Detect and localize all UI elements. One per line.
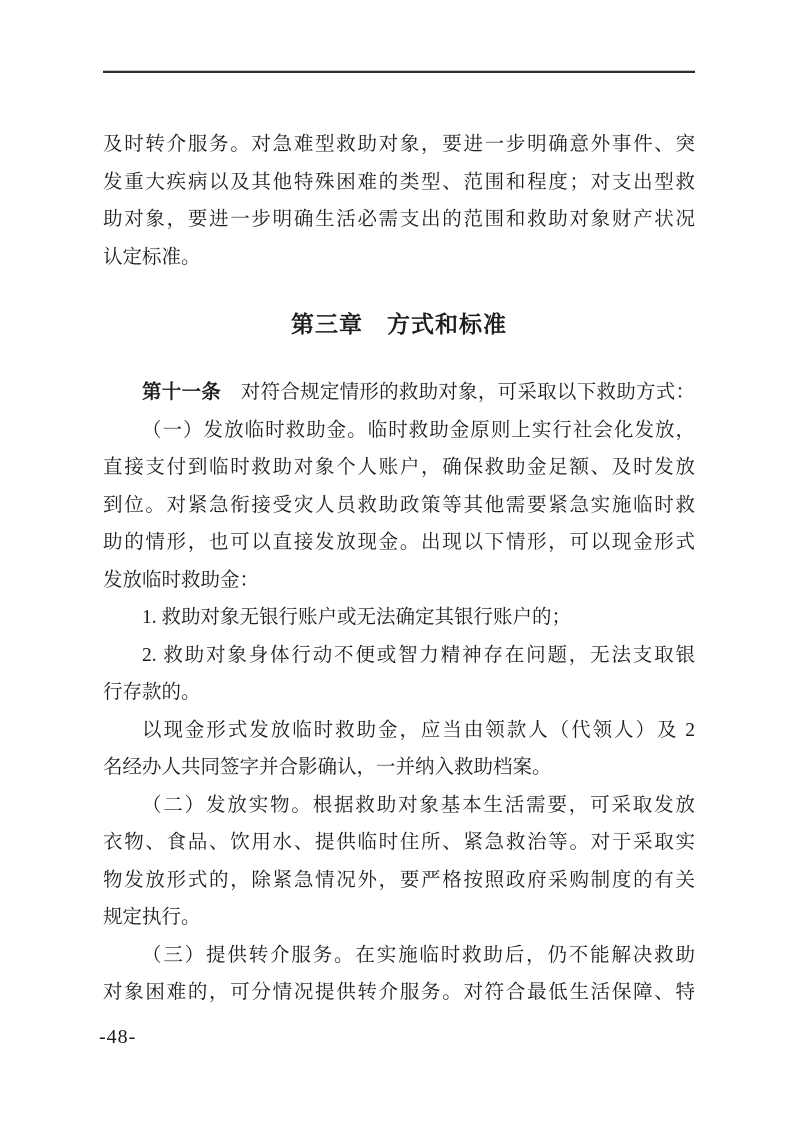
text-segment: 对象困难的，可分情况提供转介服务。对符合最低生活保障、特 [103,982,695,1003]
item-2-in-kind-assistance [103,787,695,937]
text-line [103,304,695,344]
text-segment: 2. 救助对象身体行动不便或智力精神存在问题，无法支取银 [142,644,695,666]
bold-term: 第十一条 [142,381,222,403]
text-segment: 及时转介服务。对急难型救助对象，要进一步明确意外事件、突 [103,134,695,155]
text-line [103,787,695,825]
text-line [103,974,695,1012]
text-line [103,899,695,937]
text-segment: 对符合规定情形的救助对象，可采取以下救助方式： [221,382,695,403]
text-line [103,712,695,750]
text-line [103,862,695,900]
text-segment: 发重大疾病以及其他特殊困难的类型、范围和程度；对支出型救 [103,171,695,193]
text-segment: 发放临时救助金： [103,569,260,591]
text-segment: 名经办人共同签字并合影确认，一并纳入救助档案。 [103,757,552,778]
cash-signature-requirement [103,712,695,787]
text-segment: 规定执行。 [103,907,201,928]
text-segment: 行存款的。 [103,682,201,703]
text-segment: 以现金形式发放临时救助金，应当由领款人（代领人）及 2 [142,719,695,741]
text-line [103,239,695,277]
text-line [103,562,695,600]
text-segment: （一）发放临时救助金。临时救助金原则上实行社会化发放， [142,419,695,441]
cash-condition-2 [103,637,695,712]
text-segment: 助的情形，也可以直接发放现金。出现以下情形，可以现金形式 [103,532,695,553]
header-rule [103,70,695,73]
text-line [103,374,695,412]
text-segment: 认定标准。 [103,246,201,268]
item-3-referral-service [103,937,695,1012]
text-segment: （二）发放实物。根据救助对象基本生活需要，可采取发放 [142,794,695,816]
chapter-heading [103,304,695,344]
text-line [103,524,695,562]
article-11 [103,374,695,412]
text-segment: 到位。对紧急衔接受灾人员救助政策等其他需要紧急实施临时救 [103,494,695,516]
text-segment: 衣物、食品、饮用水、提供临时住所、紧急救治等。对于采取实 [103,832,695,853]
cash-condition-1 [103,599,695,637]
text-line [103,201,695,239]
text-line [103,937,695,975]
text-segment: （三）提供转介服务。在实施临时救助后，仍不能解决救助 [142,944,695,966]
text-line [103,824,695,862]
paragraph-continued-from-previous-page [103,126,695,276]
text-line [103,749,695,787]
text-line [103,487,695,525]
text-line [103,412,695,450]
text-line [103,599,695,637]
text-line [103,674,695,712]
text-segment: 1. 救助对象无银行账户或无法确定其银行账户的； [142,607,572,628]
text-segment: 助对象，要进一步明确生活必需支出的范围和救助对象财产状况 [103,209,695,230]
text-segment: 物发放形式的，除紧急情况外，要严格按照政府采购制度的有关 [103,869,695,891]
text-segment: 直接支付到临时救助对象个人账户，确保救助金足额、及时发放 [103,457,695,478]
document-content [103,126,695,1012]
text-line [103,449,695,487]
text-line [103,164,695,202]
item-1-cash-disbursement [103,412,695,600]
footer-page-number: -48- [99,1026,137,1048]
text-line [103,637,695,675]
bold-term: 第三章 方式和标准 [291,311,507,337]
text-line [103,126,695,164]
